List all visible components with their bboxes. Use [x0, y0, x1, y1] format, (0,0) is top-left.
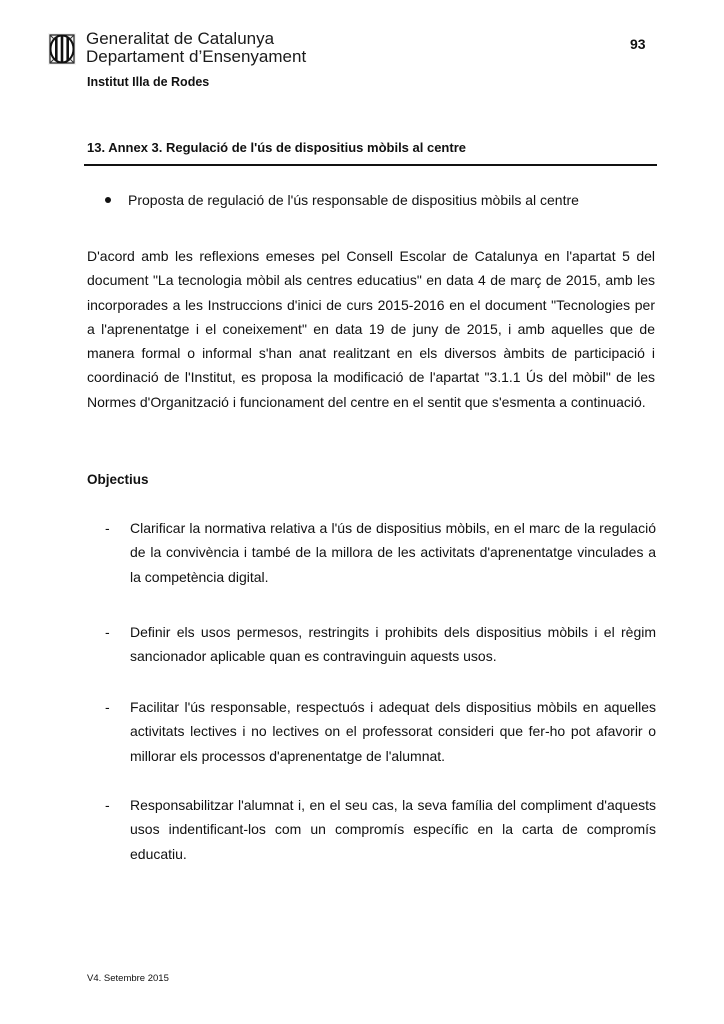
dash-marker: -: [105, 624, 110, 640]
objective-item: [105, 695, 656, 768]
bullet-text: Proposta de regulació de l'ús responsable de dispositius mòbils al centre: [128, 192, 579, 208]
organization-name: [86, 30, 306, 66]
org-line-department: Departament d’Ensenyament: [86, 47, 307, 66]
objective-text: Clarificar la normativa relativa a l'ús de dispositius mòbils, en el marc de la regulació de la convivència i també de la millora de les activitats d'aprenentatge vinculades a la competència digital.: [130, 520, 656, 585]
objective-item: [105, 516, 656, 589]
dash-marker: -: [105, 797, 110, 813]
objective-text: Responsabilitzar l'alumnat i, en el seu cas, la seva família del compliment d'aquests usos indentificant-los com un compromís específic en la carta de compromís educatiu.: [130, 797, 656, 862]
section-title: 13. Annex 3. Regulació de l'ús de dispositius mòbils al centre: [87, 140, 466, 155]
objectives-heading: Objectius: [87, 472, 149, 487]
page-number: 93: [630, 36, 646, 52]
bullet-icon: [105, 197, 111, 203]
section-divider: [84, 164, 657, 166]
org-line-generalitat: Generalitat de Catalunya: [86, 29, 275, 48]
institute-name: Institut Illa de Rodes: [87, 75, 210, 89]
dash-marker: -: [105, 699, 110, 715]
objective-text: Definir els usos permesos, restringits i prohibits dels dispositius mòbils i el règim sancionador aplicable quan es contravinguin aquests usos.: [130, 624, 656, 665]
objective-text: Facilitar l'ús responsable, respectuós i adequat dels dispositius mòbils en aquelles activitats lectives i no lectives on el professorat consideri que fer-ho pot afavorir o millorar els processos d'aprenentatge de l'alumnat.: [130, 699, 656, 764]
footer-version: V4. Setembre 2015: [87, 973, 169, 984]
generalitat-logo-icon: [48, 33, 76, 65]
objective-item: [105, 620, 656, 669]
dash-marker: -: [105, 520, 110, 536]
bullet-item: [105, 192, 579, 208]
objective-item: [105, 793, 656, 866]
intro-paragraph: D'acord amb les reflexions emeses pel Consell Escolar de Catalunya en l'apartat 5 del document "La tecnologia mòbil als centres educatius" en data 4 de març de 2015, amb les incorporades a les Instruccions d'inici de curs 2015-2016 en el document "Tecnologies per a l'aprenentatge i el coneixement" en data 19 de juny de 2015, i amb aquelles que de manera formal o informal s'han anat realitzant en els diversos àmbits de participació i coordinació de l'Institut, es proposa la modificació de l'apartat "3.1.1 Ús del mòbil" de les Normes d'Organització i funcionament del centre en el sentit que s'esmenta a continuació.: [87, 248, 655, 410]
